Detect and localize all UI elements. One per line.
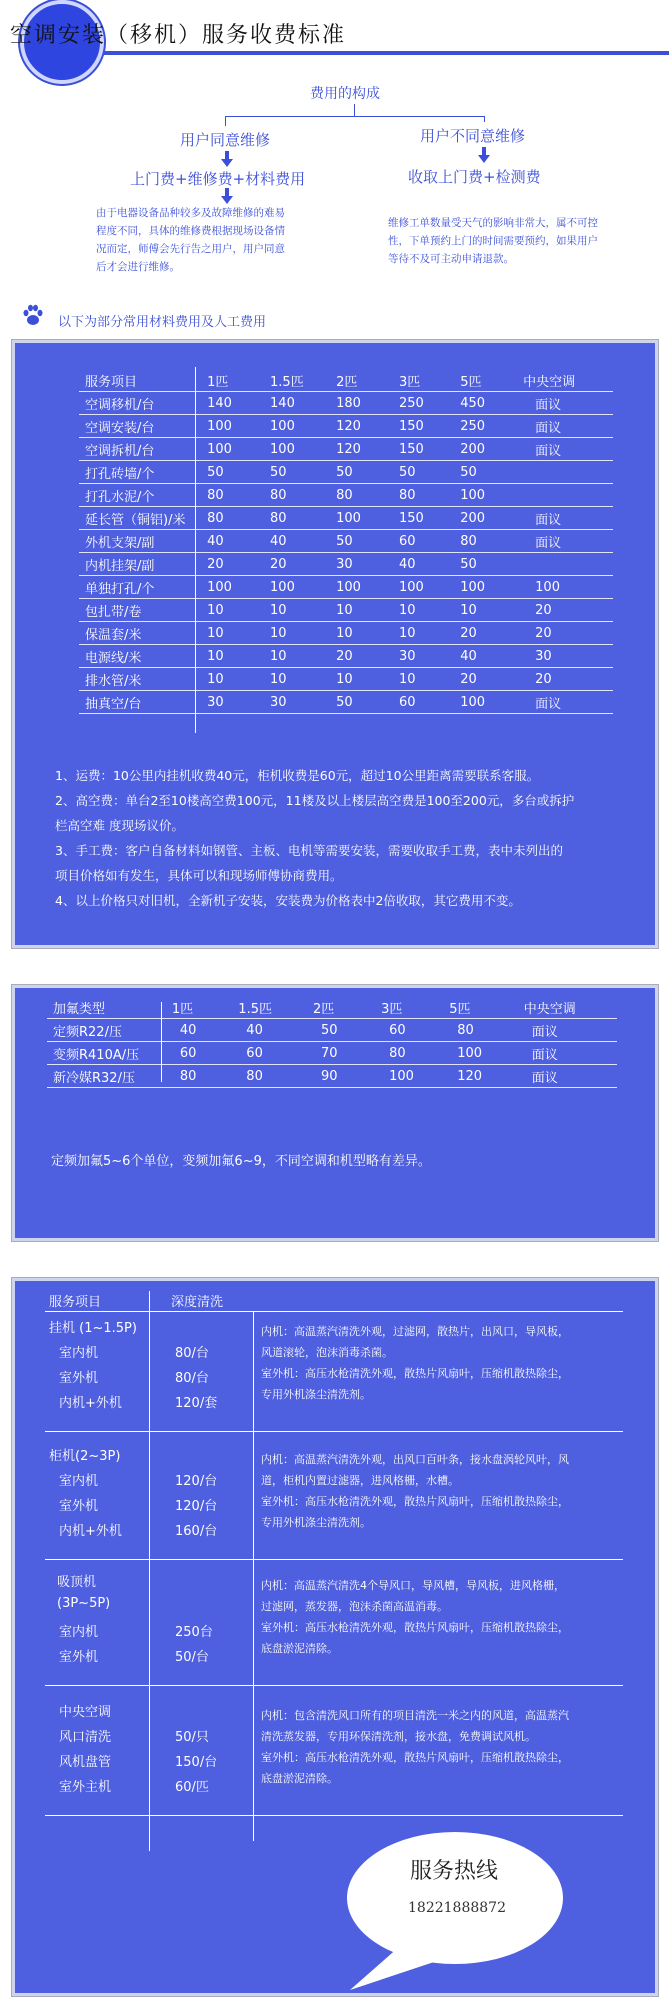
table-cell: 80 [179,1068,197,1084]
cleaning-price: 80/台 [175,1371,209,1386]
table-cell: 100 [207,579,232,595]
table-cell: 10 [270,625,287,641]
table-cell: 10 [207,625,224,641]
column-header: 3匹 [381,1001,403,1017]
table-cell: 140 [207,395,232,411]
column-header: 加氟类型 [53,1001,106,1017]
arrow-down-icon [478,155,490,163]
table-cell: 30 [398,648,416,664]
cleaning-description: 内机：包含清洗风口所有的项目清洗一米之内的风道，高温蒸汽 清洗蒸发器，专用环保清洗剂，接水盘，免费调试风机。 室外机：高压水枪清洗外观，散热片风扇叶，压缩机散热除尘， 底盘淤泥清除。 [261,1709,569,1785]
cleaning-item: 室内机 [59,1474,99,1489]
table-cell: 10 [336,602,353,618]
table-cell: 打孔水泥/个 [85,489,155,505]
table-cell: 50 [336,694,353,710]
page-title: 空调安装（移机）服务收费标准 [10,23,347,48]
cleaning-item: 挂机 (1~1.5P) [49,1321,137,1336]
cleaning-price: 250台 [175,1625,213,1640]
table-row [79,438,613,461]
table-cell: 60 [389,1022,406,1038]
table-cell: 30 [270,694,287,710]
column-divider [149,1291,150,1851]
tree-root: 费用的构成 [310,86,380,102]
tree-right-result: 收取上门费+检测费 [408,168,541,186]
table-row [79,484,613,507]
cleaning-price: 150/台 [175,1755,218,1770]
table-cell: 定频R22/压 [53,1024,122,1040]
row-divider [45,1431,623,1432]
column-header: 1.5匹 [238,1001,272,1017]
table-cell: 150 [398,418,424,434]
refrigerant-panel [12,985,658,1241]
table-cell: 150 [398,441,424,457]
table-cell: 50 [321,1022,338,1038]
table-cell: 10 [207,671,224,687]
table-cell: 20 [460,671,477,687]
table-cell: 10 [336,671,353,687]
price-notes: 1、运费：10公里内挂机收费40元，柜机收费是60元，超过10公里距离需要联系客服。 2、高空费：单台2至10楼高空费100元，11楼及以上楼层高空费是100至200元，多台或拆护 栏高空难 度现场议价。 3、手工费：客户自备材料如钢管、主板、电机等需要安装，需要收取手工费，表中未列出的 项目价格如有发生，具体可以和现场师傅协商费用。 4、以上价格只对旧机，全新机子安装，安装费为价格表中2倍收取，其它费用不变。 [55,768,575,908]
arrow-down-icon [221,196,233,204]
cleaning-price: 120/套 [175,1396,218,1411]
arrow-down-icon [225,188,229,196]
table-cell: 10 [207,648,224,664]
table-cell: 60 [179,1045,197,1061]
table-cell: 80 [460,533,477,549]
tree-left-result: 上门费+维修费+材料费用 [130,170,306,188]
cleaning-price: 120/台 [175,1474,218,1489]
table-cell [517,461,613,484]
column-header: 1匹 [171,1001,194,1017]
column-header: 5匹 [460,374,482,390]
table-cell: 面议 [531,1024,558,1040]
arrow-down-icon [221,159,233,167]
table-cell: 100 [336,579,361,595]
table-cell: 空调安装/台 [85,420,155,436]
table-cell: 450 [460,395,486,411]
table-cell: 80 [457,1022,474,1038]
table-cell: 100 [336,510,361,526]
column-divider [161,1002,162,1082]
table-cell: 10 [270,602,287,618]
cleaning-item: 柜机(2~3P) [49,1449,121,1464]
column-divider [195,367,196,733]
refrigerant-table [47,996,617,1088]
table-cell: 10 [270,648,287,664]
column-header: 中央空调 [523,374,576,390]
table-cell: 80 [207,487,224,503]
table-cell: 60 [398,533,416,549]
arrow-down-icon [225,151,229,159]
table-cell: 50 [270,464,287,480]
table-cell: 100 [460,694,486,710]
table-cell: 面议 [535,397,562,413]
cleaning-item: 室外机 [59,1371,99,1386]
table-row [79,461,613,484]
table-cell: 40 [246,1022,263,1038]
table-cell: 变频R410A/压 [53,1047,140,1063]
table-cell: 新冷媒R32/压 [53,1070,135,1086]
table-cell: 50 [460,464,477,480]
table-cell [517,484,613,507]
cleaning-header-item: 服务项目 [49,1295,102,1310]
cleaning-description: 内机：高温蒸汽清洗外观，出风口百叶条，接水盘涡轮风叶，风 道，柜机内置过滤器，进风格栅，水槽。 室外机：高压水枪清洗外观，散热片风扇叶，压缩机散热除尘， 专用外机涤尘清洗剂。 [261,1453,569,1529]
table-cell: 20 [207,556,224,572]
table-cell: 100 [460,579,486,595]
table-cell: 80 [270,510,287,526]
table-cell: 面议 [535,420,562,436]
table-cell: 40 [460,648,477,664]
table-cell: 外机支架/副 [85,535,155,551]
table-cell: 100 [535,579,560,595]
table-cell: 250 [398,395,424,411]
table-row [47,1019,617,1042]
arrow-down-icon [482,147,486,155]
table-cell: 100 [398,579,424,595]
table-row [79,645,613,668]
cleaning-price: 50/台 [175,1650,209,1665]
table-cell: 30 [207,694,224,710]
table-cell: 排水管/米 [85,673,142,689]
table-cell: 50 [207,464,224,480]
hotline-bubble [330,1828,570,1978]
table-cell: 100 [270,441,295,457]
column-header: 2匹 [313,1001,335,1017]
table-cell: 80 [246,1068,263,1084]
row-divider [45,1685,623,1686]
table-cell: 100 [457,1045,483,1061]
table-row [79,668,613,691]
tree-left-note: 由于电器设备品种较多及故障维修的难易 程度不同，具体的维修费根据现场设备情 况而定，师傅会先行告之用户，用户同意 后才会进行维修。 [96,207,285,273]
table-cell: 60 [246,1045,263,1061]
tree-connector [354,104,355,116]
cost-structure [0,70,669,300]
table-cell: 50 [460,556,477,572]
table-cell: 20 [270,556,287,572]
table-cell: 20 [336,648,353,664]
table-cell: 保温套/米 [85,627,142,643]
table-cell: 80 [398,487,416,503]
cleaning-item: 风口清洗 [59,1730,112,1745]
column-divider [253,1311,254,1841]
table-cell: 延长管（铜铝)/米 [85,512,186,528]
table-cell: 抽真空/台 [85,696,142,712]
cleaning-price: 60/匹 [175,1780,209,1795]
table-cell: 面议 [535,535,562,551]
table-cell: 40 [179,1022,197,1038]
table-cell: 40 [398,556,416,572]
table-cell: 打孔砖墙/个 [85,466,155,482]
price-table [79,369,613,714]
tree-connector [484,116,485,122]
cleaning-item: (3P~5P) [57,1596,111,1611]
table-row [79,622,613,645]
table-cell: 10 [270,671,287,687]
cleaning-item: 吸顶机 [57,1575,97,1590]
column-header: 服务项目 [85,374,138,390]
table-row [79,392,613,415]
table-cell: 20 [535,671,552,687]
table-cell: 电源线/米 [85,650,142,666]
table-cell: 空调移机/台 [85,397,155,413]
cleaning-item: 风机盘管 [59,1755,112,1770]
table-cell: 100 [460,487,486,503]
table-cell: 120 [336,441,361,457]
table-cell: 80 [336,487,353,503]
table-cell: 面议 [535,696,562,712]
table-cell: 30 [535,648,552,664]
table-cell: 250 [460,418,486,434]
table-cell: 面议 [535,443,562,459]
table-cell: 50 [336,464,353,480]
table-cell: 20 [535,602,552,618]
table-cell: 50 [398,464,416,480]
cleaning-price: 50/只 [175,1730,209,1745]
column-header: 中央空调 [523,1001,576,1017]
cleaning-item: 室内机 [59,1346,99,1361]
row-divider [45,1559,623,1560]
tree-connector [225,116,484,117]
cleaning-price: 80/台 [175,1346,209,1361]
table-row [79,576,613,599]
table-row [47,1042,617,1065]
table-cell: 120 [457,1068,483,1084]
column-header: 2匹 [336,374,358,390]
table-cell: 90 [321,1068,338,1084]
table-cell: 70 [321,1045,338,1061]
cleaning-item: 中央空调 [59,1705,112,1720]
table-cell: 10 [460,602,477,618]
table-cell: 40 [270,533,287,549]
table-cell: 200 [460,441,486,457]
refrigerant-note: 定频加氟5~6个单位，变频加氟6~9，不同空调和机型略有差异。 [51,1154,431,1169]
cleaning-item: 室外主机 [59,1780,112,1795]
column-header: 5匹 [449,1001,471,1017]
table-cell: 20 [460,625,477,641]
table-row [79,599,613,622]
cleaning-item: 内机+外机 [59,1524,122,1539]
table-cell: 面议 [531,1070,558,1086]
table-cell: 50 [336,533,353,549]
price-panel [12,340,658,948]
table-cell: 内机挂架/副 [85,558,155,574]
cleaning-header-price: 深度清洗 [171,1295,224,1310]
table-cell: 100 [270,579,295,595]
table-cell: 10 [398,602,416,618]
table-cell: 150 [398,510,424,526]
table-cell: 60 [398,694,416,710]
table-cell: 单独打孔/个 [85,581,155,597]
table-cell: 面议 [531,1047,558,1063]
row-divider [45,1311,623,1312]
table-cell: 包扎带/卷 [85,604,142,620]
cleaning-item: 室外机 [59,1499,99,1514]
table-row [79,691,613,714]
cleaning-item: 室外机 [59,1650,99,1665]
table-cell: 空调拆机/台 [85,443,155,459]
row-divider [45,1815,623,1816]
table-cell: 100 [207,418,232,434]
cleaning-item: 内机+外机 [59,1396,122,1411]
table-cell: 100 [207,441,232,457]
table-row [79,530,613,553]
table-cell: 10 [398,625,416,641]
paw-icon [20,302,46,328]
tree-right-label: 用户不同意维修 [420,127,526,145]
cleaning-description: 内机：高温蒸汽清洗外观，过滤网，散热片，出风口，导风板， 风道滚轮，泡沫消毒杀菌。 室外机：高压水枪清洗外观，散热片风扇叶，压缩机散热除尘， 专用外机涤尘清洗剂。 [261,1325,569,1401]
table-row [79,507,613,530]
table-header-row [79,369,613,392]
table-header-row [47,996,617,1019]
hotline-title: 服务热线 [410,1859,499,1884]
section-label: 以下为部分常用材料费用及人工费用 [58,315,267,330]
table-cell: 10 [398,671,416,687]
table-cell: 80 [207,510,224,526]
table-cell: 10 [207,602,224,618]
table-cell: 40 [207,533,224,549]
table-cell: 80 [270,487,287,503]
hotline-number[interactable]: 18221888872 [408,1900,506,1916]
table-cell: 20 [535,625,552,641]
table-row [79,415,613,438]
table-cell [517,553,613,576]
column-header: 1.5匹 [270,374,304,390]
table-cell: 200 [460,510,486,526]
table-cell: 30 [336,556,353,572]
tree-right-note: 维修工单数量受天气的影响非常大，属不可控 性，下单预约上门的时间需要预约，如果用户 等待不及可主动申请退款。 [388,217,598,265]
column-header: 1匹 [207,374,229,390]
table-cell: 120 [336,418,361,434]
table-cell: 100 [389,1068,414,1084]
table-row [79,553,613,576]
cleaning-description: 内机：高温蒸汽清洗4个导风口，导风槽，导风板，进风格栅， 过滤网，蒸发器，泡沫杀菌高温消毒。 室外机：高压水枪清洗外观，散热片风扇叶，压缩机散热除尘， 底盘淤泥清除。 [261,1579,569,1655]
table-cell: 180 [336,395,361,411]
cleaning-price: 160/台 [175,1524,218,1539]
tree-left-label: 用户同意维修 [180,131,271,149]
cleaning-item: 室内机 [59,1625,99,1640]
table-row [47,1065,617,1088]
cleaning-price: 120/台 [175,1499,218,1514]
table-cell: 10 [336,625,353,641]
table-cell: 面议 [535,512,562,528]
table-cell: 100 [270,418,295,434]
table-cell: 80 [389,1045,406,1061]
header-rule [100,51,669,55]
column-header: 3匹 [398,374,421,390]
tree-connector [225,116,226,126]
table-cell: 140 [270,395,295,411]
